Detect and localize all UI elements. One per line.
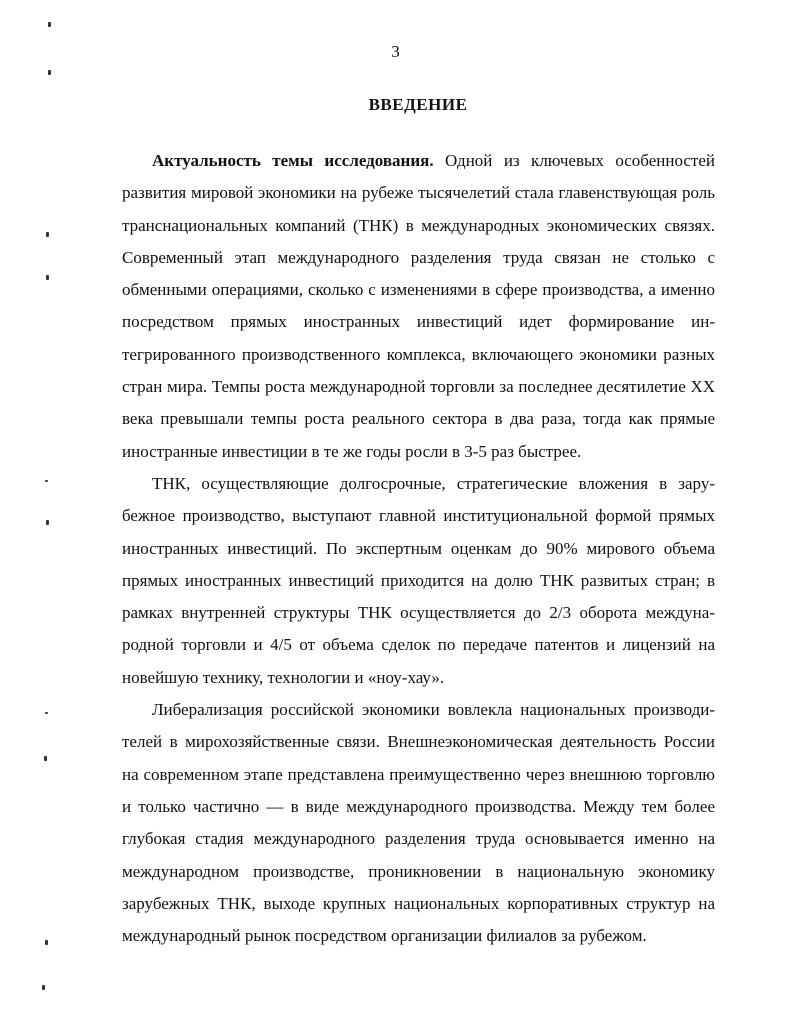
scan-mark [44,756,47,761]
body-text [122,145,715,952]
page-number: 3 [391,42,400,61]
scan-mark [45,712,48,714]
scan-mark [48,22,51,27]
paragraph [122,145,715,468]
page-title: ВВЕДЕНИЕ [368,95,468,114]
paragraph-lead: Актуальность темы исследования. [152,151,434,170]
paragraph-text: Одной из ключевых особенностей развития мировой экономики на рубеже тысячелетий стала главенствующая роль транснациональных компаний (ТНК) в международных экономических связях. Современный этап международного разделения труда связан не столько с обменными операциями, сколько с изменениями в сфере производства, а именно посредством прямых иностранных инвестиций идет формирование интегрированного производственного комплекса, включающего экономики разных стран мира. Темпы роста международной торговли за последнее десятилетие XX века превышали темпы роста реального сектора в два раза, тогда как прямые иностранные инвестиции в те же годы росли в 3-5 раз быстрее. [122,151,716,461]
scan-mark [45,940,48,945]
scan-mark [46,275,49,280]
paragraph: Либерализация российской экономики вовлекла национальных производителей в мирохозяйственные связи. Внешнеэкономическая деятельность России на современном этапе представлена преимущественно через внешнюю торговлю и только частично — в виде международного производства. Между тем более глубокая стадия международного разделения труда основывается именно на международном производстве, проникновении в национальную экономику зарубежных ТНК, выходе крупных национальных корпоративных структур на международный рынок посредством организации филиалов за рубежом. [122,700,715,946]
paragraph: ТНК, осуществляющие долгосрочные, стратегические вложения в зарубежное производство, выступают главной институциональной формой прямых иностранных инвестиций. По экспертным оценкам до 90% мирового объема прямых иностранных инвестиций приходится на долю ТНК развитых стран; в рамках внутренней структуры ТНК осуществляется до 2/3 оборота международной торговли и 4/5 от объема сделок по передаче патентов и лицензий на новейшую технику, технологии и «ноу-хау». [122,473,715,687]
scan-mark [46,232,49,237]
scan-mark [48,70,51,75]
scan-mark [45,480,48,482]
scan-mark [46,520,49,525]
scan-mark [42,985,45,990]
